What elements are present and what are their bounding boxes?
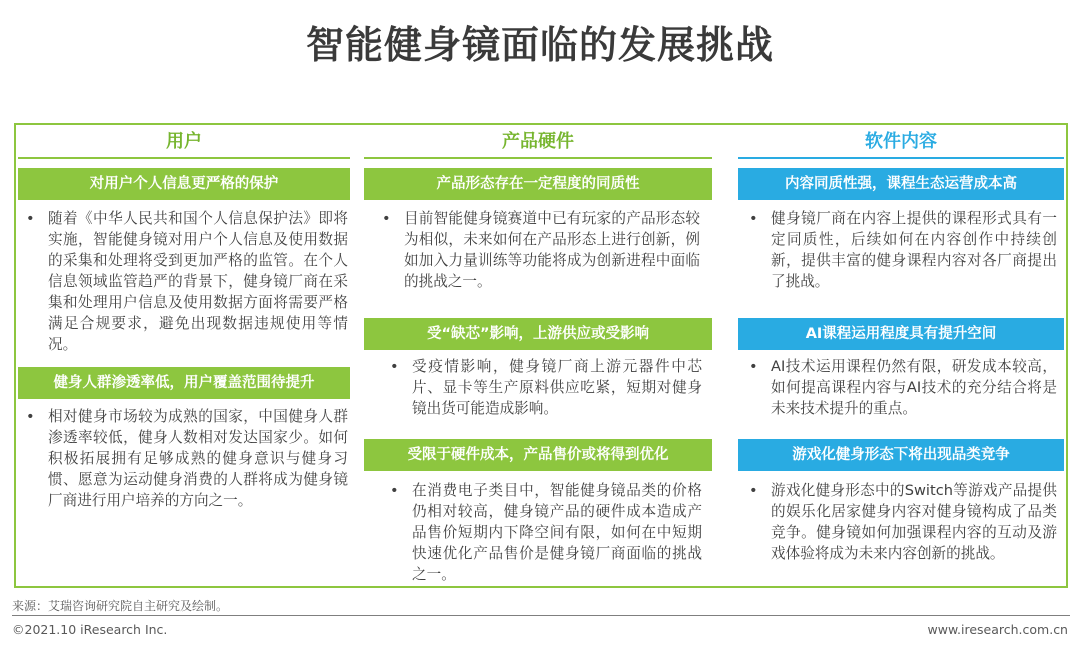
section-title-ai-courses: AI课程运用程度具有提升空间 (738, 318, 1064, 350)
section-text: 在消费电子类目中，智能健身镜品类的价格仍相对较高，健身镜产品的硬件成本造成产品售价短期内下降空间有限，如何在中短期快速优化产品售价是健身镜厂商面临的挑战之一。 (412, 482, 702, 583)
section-body-ai-courses (745, 356, 1057, 419)
bullet-dot: • (382, 210, 391, 227)
section-text: 游戏化健身形态中的Switch等游戏产品提供的娱乐化居家健身内容对健身镜构成了品类竞争。健身镜如何加强课程内容的互动及游戏体验将成为未来内容创新的挑战。 (771, 482, 1057, 562)
section-title-chip-shortage: 受“缺芯”影响，上游供应或受影响 (364, 318, 712, 350)
section-text: 健身镜厂商在内容上提供的课程形式具有一定同质性，后续如何在内容创作中持续创新，提供丰富的健身课程内容对各厂商提出了挑战。 (771, 210, 1057, 290)
section-title-gamification: 游戏化健身形态下将出现品类竞争 (738, 439, 1064, 471)
section-body-content-homogeneity (745, 208, 1057, 292)
source-note: 来源：艾瑞咨询研究院自主研究及绘制。 (12, 599, 229, 613)
copyright: ©2021.10 iResearch Inc. (12, 622, 168, 637)
column-header-hardware: 产品硬件 (502, 131, 574, 152)
section-title-penetration: 健身人群渗透率低，用户覆盖范围待提升 (18, 367, 350, 399)
section-text: 目前智能健身镜赛道中已有玩家的产品形态较为相似，未来如何在产品形态上进行创新，例如加入力量训练等功能将成为创新进程中面临的挑战之一。 (404, 210, 700, 290)
column-header-user: 用户 (166, 131, 202, 152)
bullet-dot: • (749, 482, 758, 499)
section-title-privacy: 对用户个人信息更严格的保护 (18, 168, 350, 200)
bullet-dot: • (749, 210, 758, 227)
section-title-homogeneity: 产品形态存在一定程度的同质性 (364, 168, 712, 200)
bullet-dot: • (390, 358, 399, 375)
section-text: 相对健身市场较为成熟的国家，中国健身人群渗透率较低，健身人数相对发达国家少。如何积极拓展拥有足够成熟的健身意识与健身习惯、愿意为运动健身消费的人群将成为健身镜厂商进行用户培养的方向之一。 (48, 408, 348, 509)
footer-divider (12, 615, 1070, 616)
section-title-hardware-cost: 受限于硬件成本，产品售价或将得到优化 (364, 439, 712, 471)
section-body-penetration (22, 406, 348, 511)
section-body-chip-shortage (386, 356, 702, 419)
bullet-dot: • (749, 358, 758, 375)
section-text: 随着《中华人民共和国个人信息保护法》即将实施，智能健身镜对用户个人信息及使用数据的采集和处理将受到更加严格的监管。在个人信息领域监管趋严的背景下，健身镜厂商在采集和处理用户信息及使用数据方面将需要严格满足合规要求，避免出现数据违规使用等情况。 (48, 210, 348, 353)
column-underline-hardware (364, 157, 712, 159)
section-text: AI技术运用课程仍然有限，研发成本较高，如何提高课程内容与AI技术的充分结合将是未来技术提升的重点。 (771, 358, 1057, 417)
section-text: 受疫情影响，健身镜厂商上游元器件中芯片、显卡等生产原料供应吃紧，短期对健身镜出货可能造成影响。 (412, 358, 702, 417)
bullet-dot: • (26, 210, 35, 227)
section-body-gamification (745, 480, 1057, 564)
section-body-privacy (22, 208, 348, 355)
column-header-software: 软件内容 (865, 131, 937, 152)
section-title-content-homogeneity: 内容同质性强，课程生态运营成本高 (738, 168, 1064, 200)
website-link[interactable]: www.iresearch.com.cn (927, 622, 1068, 637)
bullet-dot: • (390, 482, 399, 499)
bullet-dot: • (26, 408, 35, 425)
page-title: 智能健身镜面临的发展挑战 (305, 23, 774, 67)
column-underline-software (738, 157, 1064, 159)
column-underline-user (18, 157, 350, 159)
section-body-homogeneity (378, 208, 700, 292)
section-body-hardware-cost (386, 480, 702, 585)
